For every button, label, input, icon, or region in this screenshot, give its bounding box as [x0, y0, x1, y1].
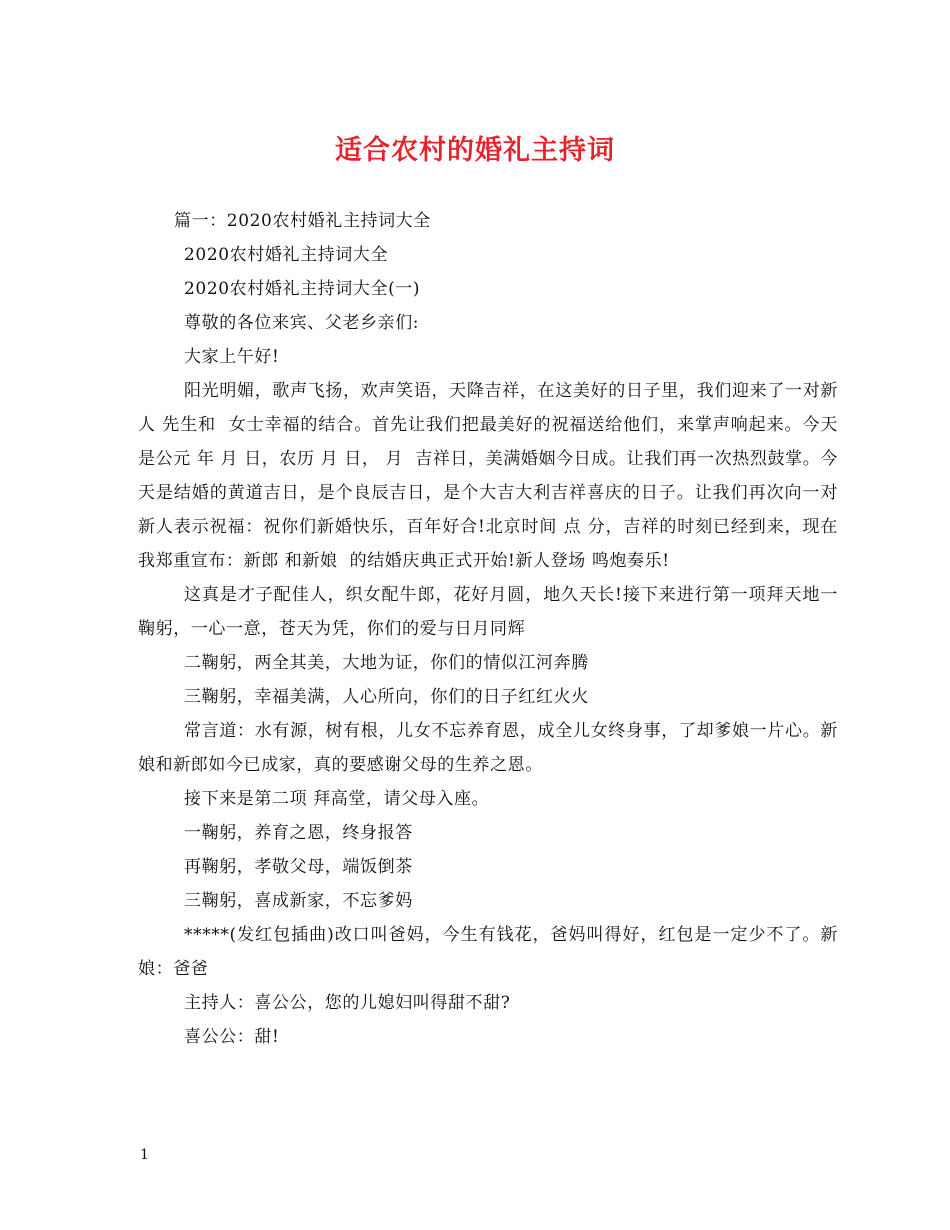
- text-line: 三鞠躬，喜成新家，不忘爹妈: [184, 891, 413, 911]
- text-line: 2020农村婚礼主持词大全(一): [184, 279, 421, 299]
- text-line: 三鞠躬，幸福美满，人心所向，你们的日子红红火火: [184, 687, 589, 707]
- text-line: 一鞠躬，养育之恩，终身报答: [184, 823, 413, 843]
- dialogue-line: 喜公公：甜!: [184, 1027, 280, 1047]
- text-line: 接下来是第二项 拜高堂，请父母入座。: [184, 789, 490, 809]
- greeting-line: 大家上午好!: [184, 347, 280, 367]
- paragraph: 阳光明媚，歌声飞扬，欢声笑语，天降吉祥，在这美好的日子里，我们迎来了一对新人 先生和 女士幸福的结合。首先让我们把最美好的祝福送给他们，来掌声响起来。今天是公元 年 月 日，农历 月 日， 月 吉祥日，美满婚姻今日成。让我们再一次热烈鼓掌。今天是结婚的黄道吉日，是个良辰吉日，是个大吉大利吉祥喜庆的日子。让我们再次向一对新人表示祝福：祝你们新婚快乐，百年好合!北京时间 点 分，吉祥的时刻已经到来，现在我郑重宣布：新郎 和新娘 的结婚庆典正式开始!新人登场 鸣炮奏乐!: [138, 381, 838, 571]
- document-body: [138, 204, 845, 1054]
- document-title: 适合农村的婚礼主持词: [335, 135, 615, 166]
- paragraph: *****(发红包插曲)改口叫爸妈，今生有钱花，爸妈叫得好，红包是一定少不了。新 娘：爸爸: [138, 925, 845, 979]
- paragraph: 这真是才子配佳人，织女配牛郎，花好月圆，地久天长!接下来进行第一项拜天地一鞠躬，一心一意，苍天为凭，你们的爱与日月同辉: [138, 585, 838, 639]
- text-line: 2020农村婚礼主持词大全: [184, 245, 389, 265]
- page-number: 1: [140, 1147, 149, 1163]
- paragraph: 常言道：水有源，树有根，儿女不忘养育恩，成全儿女终身事，了却爹娘一片心。新娘和新郎如今已成家，真的要感谢父母的生养之恩。: [138, 721, 838, 775]
- salutation-line: 尊敬的各位来宾、父老乡亲们:: [184, 313, 420, 333]
- dialogue-line: 主持人：喜公公，您的儿媳妇叫得甜不甜?: [184, 993, 511, 1013]
- text-line: 再鞠躬，孝敬父母，端饭倒茶: [184, 857, 413, 877]
- section-heading: 篇一：2020农村婚礼主持词大全: [174, 211, 431, 231]
- text-line: 二鞠躬，两全其美，大地为证，你们的情似江河奔腾: [184, 653, 589, 673]
